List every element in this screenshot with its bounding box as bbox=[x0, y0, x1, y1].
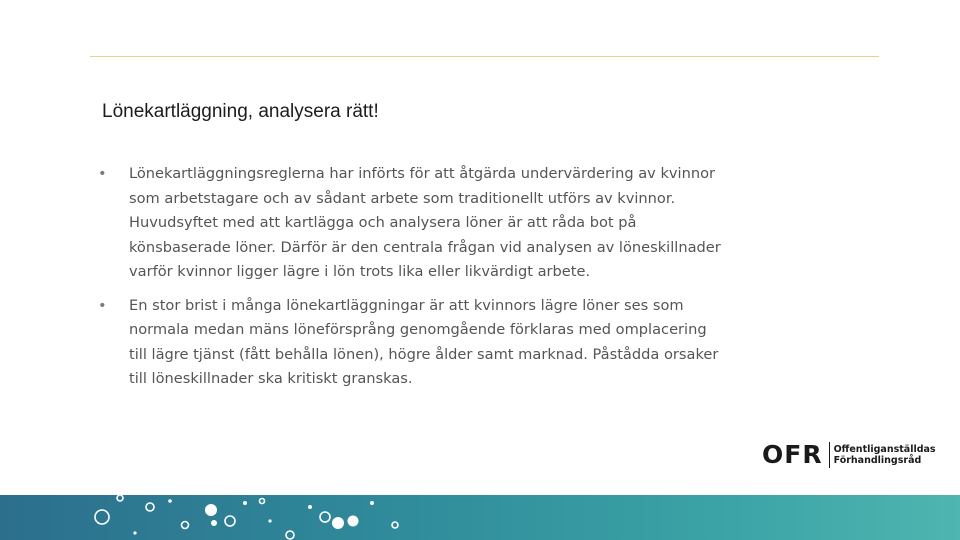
bullet-line: könsbaserade löner. Därför är den centrala frågan vid analysen av löneskillnader bbox=[129, 238, 721, 256]
bullet-line: som arbetstagare och av sådant arbete som traditionellt utförs av kvinnor. bbox=[129, 189, 676, 207]
bubble-filled bbox=[211, 520, 217, 526]
bubble-filled bbox=[348, 516, 359, 527]
top-divider bbox=[90, 56, 879, 57]
decorative-bubbles bbox=[0, 495, 960, 540]
bullet-list bbox=[96, 162, 796, 401]
logo-divider bbox=[829, 442, 830, 468]
bubble-outline bbox=[225, 516, 235, 526]
bubble-filled bbox=[243, 501, 247, 505]
bullet-line: till löneskillnader ska kritiskt granskas. bbox=[129, 370, 413, 387]
bubble-filled bbox=[168, 499, 172, 503]
bullet-item bbox=[96, 162, 796, 285]
bubble-filled bbox=[332, 517, 344, 529]
bubble-filled bbox=[308, 505, 312, 509]
logo-line-2: Förhandlingsråd bbox=[833, 455, 922, 466]
bullet-line: En stor brist i många lönekartläggningar är att kvinnors lägre löner ses som bbox=[129, 296, 684, 314]
bubble-filled bbox=[268, 519, 271, 522]
bullet-item bbox=[96, 294, 796, 392]
bullet-line: Huvudsyftet med att kartlägga och analysera löner är att råda bot på bbox=[129, 214, 637, 231]
bubble-filled bbox=[205, 504, 217, 516]
ofr-logo bbox=[762, 440, 936, 470]
logo-mark: OFR bbox=[762, 440, 823, 469]
bullet-line: Lönekartläggningsreglerna har införts för att åtgärda undervärdering av kvinnor bbox=[129, 165, 716, 182]
bubble-outline bbox=[117, 495, 123, 501]
bubble-filled bbox=[133, 531, 136, 534]
bullet-line: till lägre tjänst (fått behålla lönen), högre ålder samt marknad. Påstådda orsaker bbox=[129, 345, 719, 363]
bubble-outline bbox=[95, 510, 109, 524]
bubble-filled bbox=[370, 501, 374, 505]
bubble-outline bbox=[286, 531, 294, 539]
slide-title: Lönekartläggning, analysera rätt! bbox=[102, 101, 379, 122]
logo-line-1: Offentliganställdas bbox=[833, 444, 936, 455]
bullet-line: varför kvinnor ligger lägre i lön trots lika eller likvärdigt arbete. bbox=[129, 263, 591, 280]
bubble-outline bbox=[392, 522, 398, 528]
bullet-line: normala medan mäns löneförsprång genomgående förklaras med omplacering bbox=[129, 321, 707, 338]
logo-subtitle bbox=[834, 444, 936, 466]
bullet-marker: • bbox=[98, 296, 107, 314]
bubble-outline bbox=[260, 499, 265, 504]
bullet-marker: • bbox=[98, 165, 107, 182]
bubble-outline bbox=[146, 503, 154, 511]
footer-band bbox=[0, 495, 960, 540]
bubble-outline bbox=[182, 522, 189, 529]
bubble-outline bbox=[320, 512, 330, 522]
